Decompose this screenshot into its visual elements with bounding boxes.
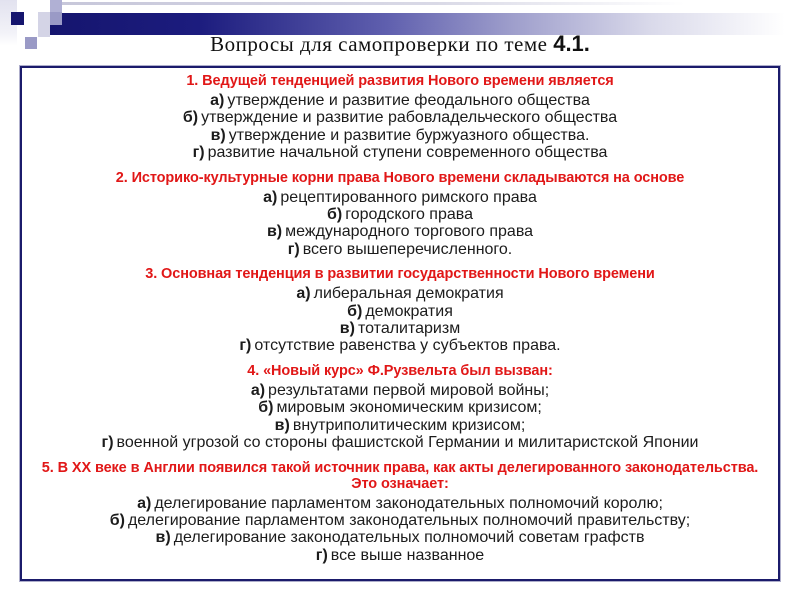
question-1-header: 1. Ведущей тенденцией развития Нового времени является	[186, 73, 614, 89]
option-letter: а)	[263, 188, 278, 206]
option-letter: а)	[137, 494, 152, 512]
option-letter: б)	[327, 206, 343, 224]
option-letter: в)	[266, 223, 283, 241]
option-text: делегирование законодательных полномочий советам графств	[173, 529, 645, 547]
option-letter: г)	[239, 337, 252, 355]
question-3-option-g	[28, 337, 772, 354]
option-letter: г)	[101, 434, 114, 452]
question-5-header: 5. В ХХ веке в Англии появился такой источник права, как акты делегированного законодательства. Это означает:	[41, 459, 759, 492]
question-4-option-g	[28, 434, 772, 451]
option-text: делегирование парламентом законодательных полномочий королю;	[154, 494, 663, 512]
option-text: результатами первой мировой войны;	[268, 381, 550, 399]
option-letter: а)	[250, 381, 266, 399]
question-2-option-a	[28, 189, 772, 206]
option-text: тоталитаризм	[357, 320, 461, 338]
question-3	[28, 266, 772, 355]
option-letter: г)	[192, 144, 205, 162]
option-text: рецептированного римского права	[280, 188, 537, 206]
option-letter: а)	[296, 285, 311, 303]
option-text: всего вышеперечисленного.	[302, 240, 513, 258]
option-letter: в)	[210, 126, 226, 144]
question-3-option-a	[28, 285, 772, 302]
page-title-number: 4.1.	[553, 31, 590, 56]
option-text: военной угрозой со стороны фашистской Германии и милитаристской Японии	[116, 434, 699, 452]
option-text: все выше названное	[330, 546, 485, 564]
corner-square-light-1	[38, 12, 50, 25]
questions-box	[20, 66, 780, 581]
question-1-option-b	[28, 109, 772, 126]
accent-thin-line	[62, 2, 685, 5]
option-text: демократия	[365, 302, 453, 320]
question-4-option-v	[28, 417, 772, 434]
question-4-option-a	[28, 382, 772, 399]
option-letter: б)	[258, 399, 274, 417]
option-text: мировым экономическим кризисом;	[276, 399, 542, 417]
option-text: утверждение и развитие феодального общества	[227, 92, 590, 109]
question-4-header: 4. «Новый курс» Ф.Рузвельта был вызван:	[247, 362, 553, 379]
option-text: отсутствие равенства у субъектов права.	[254, 337, 561, 355]
question-5-option-g	[28, 547, 772, 564]
option-letter: б)	[347, 302, 363, 320]
option-letter: г)	[287, 240, 300, 258]
corner-square-navy	[11, 12, 24, 25]
question-4	[28, 363, 772, 452]
option-letter: а)	[210, 92, 225, 109]
option-text: делегирование парламентом законодательных полномочий правительству;	[127, 511, 691, 529]
corner-square-lavender-top	[50, 0, 62, 12]
question-1	[28, 73, 772, 162]
option-text: развитие начальной ступени современного общества	[207, 144, 608, 162]
option-text: международного торгового права	[285, 223, 534, 241]
option-text: городского права	[345, 206, 473, 224]
page-title-text: Вопросы для самопроверки по теме	[210, 32, 554, 56]
question-5-option-b	[28, 512, 772, 529]
option-text: либеральная демократия	[313, 285, 504, 303]
question-2-header: 2. Историко-культурные корни права Нового времени складываются на основе	[115, 169, 685, 186]
question-2	[28, 170, 772, 259]
option-letter: в)	[339, 320, 355, 338]
option-letter: г)	[315, 546, 328, 564]
question-5	[28, 460, 772, 565]
option-text: утверждение и развитие рабовладельческого общества	[201, 109, 618, 127]
question-2-option-b	[28, 206, 772, 223]
question-2-option-g	[28, 241, 772, 258]
question-5-option-a	[28, 495, 772, 512]
corner-square-medium-1	[50, 12, 62, 25]
page-title	[0, 31, 800, 57]
question-5-option-v	[28, 529, 772, 546]
option-letter: б)	[182, 109, 199, 127]
question-1-option-v	[28, 127, 772, 144]
option-letter: б)	[109, 511, 125, 529]
question-3-option-v	[28, 320, 772, 337]
question-2-option-v	[28, 223, 772, 240]
option-letter: в)	[274, 416, 290, 434]
option-letter: в)	[155, 529, 171, 547]
question-3-header: 3. Основная тенденция в развитии государственности Нового времени	[145, 266, 655, 283]
option-text: внутриполитическим кризисом;	[292, 416, 526, 434]
question-3-option-b	[28, 303, 772, 320]
question-4-option-b	[28, 399, 772, 416]
option-text: утверждение и развитие буржуазного общества.	[228, 126, 590, 144]
question-1-option-a	[28, 92, 772, 109]
question-1-option-g	[28, 144, 772, 161]
